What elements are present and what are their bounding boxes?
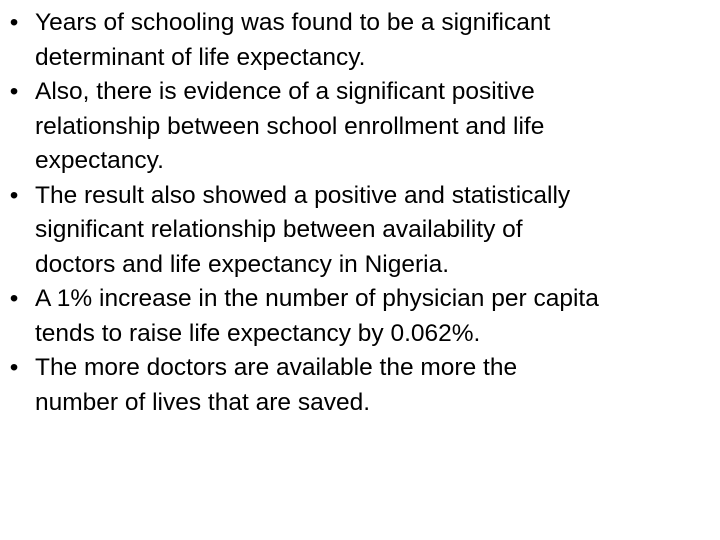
bullet-icon: •	[9, 9, 19, 36]
bullet-text-line: The result also showed a positive and statistically	[35, 181, 571, 209]
bullet-text-line: number of lives that are saved.	[35, 388, 371, 416]
bullet-text-line: The more doctors are available the more the	[35, 354, 518, 381]
bullet-text-line: tends to raise life expectancy by 0.062%.	[35, 319, 481, 347]
bullet-text-line: relationship between school enrollment and life	[35, 112, 545, 140]
bullet-text-line: Years of schooling was found to be a significant	[35, 9, 551, 36]
bullet-item-schooling	[4, 6, 716, 75]
bullet-text-line: expectancy.	[35, 147, 164, 174]
bullet-list	[4, 6, 716, 420]
bullet-text-line: significant relationship between availability of	[35, 216, 523, 243]
bullet-text-line: doctors and life expectancy in Nigeria.	[35, 250, 449, 278]
bullet-item-lives-saved	[4, 351, 716, 420]
bullet-text-line: A 1% increase in the number of physician per capita	[35, 285, 599, 312]
bullet-text-line: determinant of life expectancy.	[35, 43, 366, 71]
bullet-item-doctors-availability	[4, 179, 716, 283]
bullet-icon: •	[9, 181, 19, 209]
bullet-icon: •	[9, 285, 19, 312]
bullet-item-physician-increase	[4, 282, 716, 351]
bullet-text-line: Also, there is evidence of a significant positive	[35, 78, 535, 105]
bullet-item-enrollment	[4, 75, 716, 179]
bullet-icon: •	[9, 354, 19, 381]
bullet-icon: •	[9, 78, 19, 105]
